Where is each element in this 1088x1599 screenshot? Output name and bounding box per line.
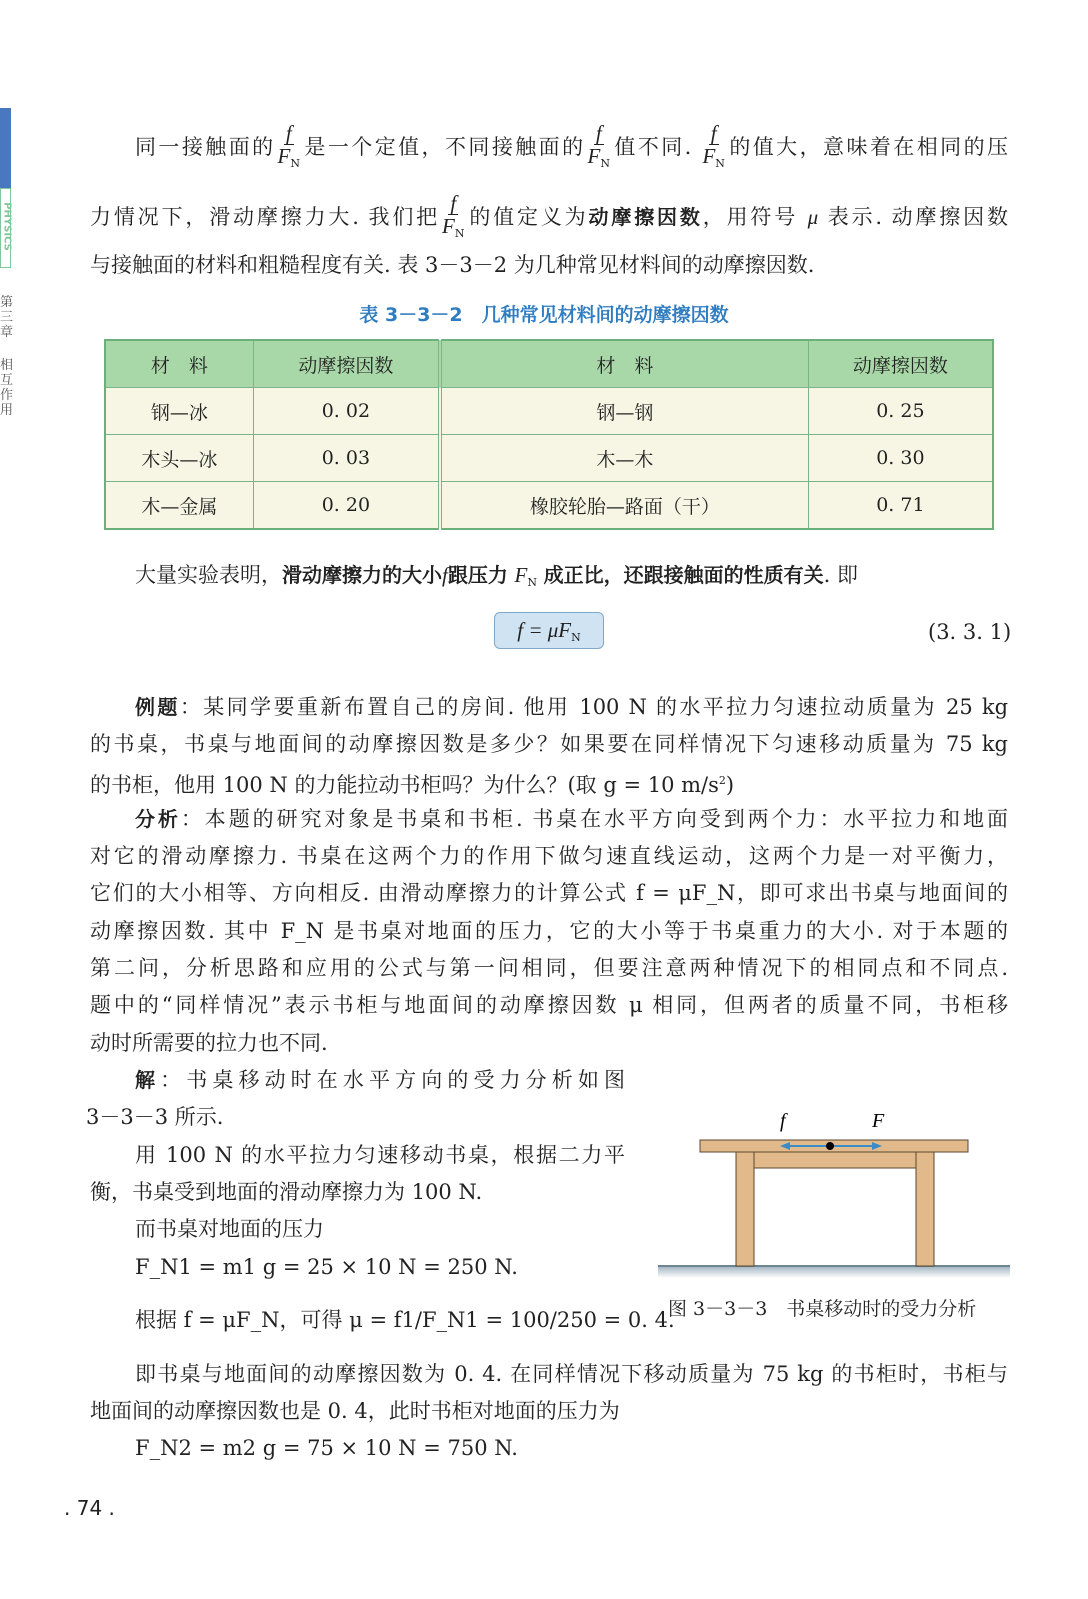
desk-figure [650,1100,1020,1285]
figure-caption: 图 3－3－3 书桌移动时的受力分析 [668,1298,977,1320]
formula-number: (3. 3. 1) [928,620,1012,644]
cell: 木—木 [440,435,808,482]
ground [658,1266,1010,1278]
text: 力情况下，滑动摩擦力大. 我们把 [90,205,441,229]
solution-line: 用 100 N 的水平拉力匀速移动书桌，根据二力平 [135,1143,625,1167]
cell: 木头—冰 [105,435,253,482]
solution-line: 衡，书桌受到地面的滑动摩擦力为 100 N. [90,1180,483,1204]
header-cell: 动摩擦因数 [253,340,440,388]
text: 值不同. [611,135,692,159]
equation-fn2: F_N2 = m2 g = 75 × 10 N = 750 N. [135,1436,518,1460]
subscript: N [527,576,537,589]
chapter-label: 第三章 [0,295,14,340]
page-number: . 74 . [64,1496,115,1520]
header-cell: 动摩擦因数 [808,340,993,388]
subject-label: PHYSICS [1,202,13,251]
header-cell: 材 料 [440,340,808,388]
cell: 木—金属 [105,482,253,530]
equation-mu: 根据 f = μF_N，可得 μ = f1/F_N1 = 100/250 = 0. 4. [135,1308,675,1332]
intro-line-1 [135,121,1008,170]
analysis-line: 对它的滑动摩擦力. 书桌在这两个力的作用下做匀速直线运动，这两个力是一对平衡力， [90,844,1008,868]
superscript: 2 [718,774,726,787]
mu-symbol: μ [807,205,819,229]
label-f: f [780,1110,786,1132]
center-point [826,1142,834,1150]
desk-leg-left [736,1152,754,1266]
analysis-line: 第二问，分析思路和应用的公式与第一问相同，但要注意两种情况下的相同点和不同点. [90,956,1008,980]
bold-text: 成正比，还跟接触面的性质有关 [543,563,824,587]
table-row [105,388,993,435]
text: ，用符号 [702,205,799,229]
fraction-f-over-fn: $\frac{f}{F_N}$ [442,191,465,240]
friction-table [104,339,994,530]
table-row [105,435,993,482]
formula: f = μF [517,618,572,642]
analysis-line [135,804,1008,834]
text: ：本题的研究对象是书桌和书柜. 书桌在水平方向受到两个力：水平拉力和地面 [180,807,1008,831]
subscript: N [571,631,581,644]
law-statement [135,560,858,590]
solution-line: 而书桌对地面的压力 [135,1217,324,1241]
analysis-line: 它们的大小相等、方向相反. 由滑动摩擦力的计算公式 f = μF_N，即可求出书桌与地面间的 [90,881,1008,905]
text: 大量实验表明， [135,563,282,587]
label-F: F [872,1110,885,1132]
chapter-title: 相互作用 [0,358,14,418]
text: ) [725,773,735,797]
text: 的书柜，他用 100 N 的力能拉动书柜吗？为什么？(取 g = 10 m/s [90,773,719,797]
symbol-F: F [514,563,528,587]
formula-box [494,612,604,649]
example-line-1 [135,692,1008,722]
cell: 0. 71 [808,482,993,530]
fraction-f-over-fn: $\frac{f}{F_N}$ [277,121,300,170]
cell: 0. 02 [253,388,440,435]
text: ：某同学要重新布置自己的房间. 他用 100 N 的水平拉力匀速拉动质量为 25 kg [179,695,1009,719]
desk-leg-right [916,1152,934,1266]
bold-text: 跟压力 [447,563,508,587]
analysis-line: 动时所需要的拉力也不同. [90,1031,328,1055]
solution-tail-line: 地面间的动摩擦因数也是 0. 4，此时书柜对地面的压力为 [90,1399,620,1423]
text: 表示. 动摩擦因数 [827,205,1008,229]
solution-tail-line: 即书桌与地面间的动摩擦因数为 0. 4. 在同样情况下移动质量为 75 kg 的书柜时，书柜与 [135,1362,1008,1386]
sidebar-subject-tab [0,188,11,268]
intro-line-2 [90,191,1008,240]
text: . 即 [823,563,859,587]
analysis-line: 动摩擦因数. 其中 F_N 是书桌对地面的压力，它的大小等于书桌重力的大小. 对于本题的 [90,919,1008,943]
cell: 橡胶轮胎—路面（干） [440,482,808,530]
analysis-line: 题中的“同样情况”表示书柜与地面间的动摩擦因数 μ 相同，但两者的质量不同，书柜移 [90,993,1008,1017]
bold-text: 滑动摩擦力的大小 [282,563,442,587]
term-bold: 动摩擦因数 [588,205,703,229]
intro-line-3: 与接触面的材料和粗糙程度有关. 表 3－3－2 为几种常见材料间的动摩擦因数. [90,253,815,277]
cell: 钢—钢 [440,388,808,435]
analysis-label: 分析 [135,807,181,831]
equation-fn1: F_N1 = m1 g = 25 × 10 N = 250 N. [135,1255,518,1279]
example-line-3 [90,766,734,796]
cell: 0. 25 [808,388,993,435]
text: 的值大，意味着在相同的压 [726,135,1008,159]
solution-line: 3－3－3 所示. [86,1105,224,1129]
table-caption: 表 3－3－2 几种常见材料间的动摩擦因数 [359,304,729,326]
symbol-f: f [442,563,448,587]
desk-apron [754,1152,916,1168]
sidebar-color-tab [0,108,11,188]
table-header-row [105,340,993,388]
cell: 钢—冰 [105,388,253,435]
text: 同一接触面的 [135,135,276,159]
fraction-f-over-fn: $\frac{f}{F_N}$ [702,121,725,170]
table-row [105,482,993,530]
cell: 0. 30 [808,435,993,482]
example-line-2: 的书桌，书桌与地面间的动摩擦因数是多少？如果要在同样情况下匀速移动质量为 75 kg [90,732,1008,756]
solution-line [135,1065,625,1095]
cell: 0. 20 [253,482,440,530]
text: 是一个定值，不同接触面的 [302,135,586,159]
text: 的值定义为 [466,205,589,229]
solution-label: 解 [135,1068,161,1092]
cell: 0. 03 [253,435,440,482]
text: ：书桌移动时在水平方向的受力分析如图 [160,1068,626,1092]
fraction-f-over-fn: $\frac{f}{F_N}$ [587,121,610,170]
example-label: 例题 [135,695,180,719]
header-cell: 材 料 [105,340,253,388]
